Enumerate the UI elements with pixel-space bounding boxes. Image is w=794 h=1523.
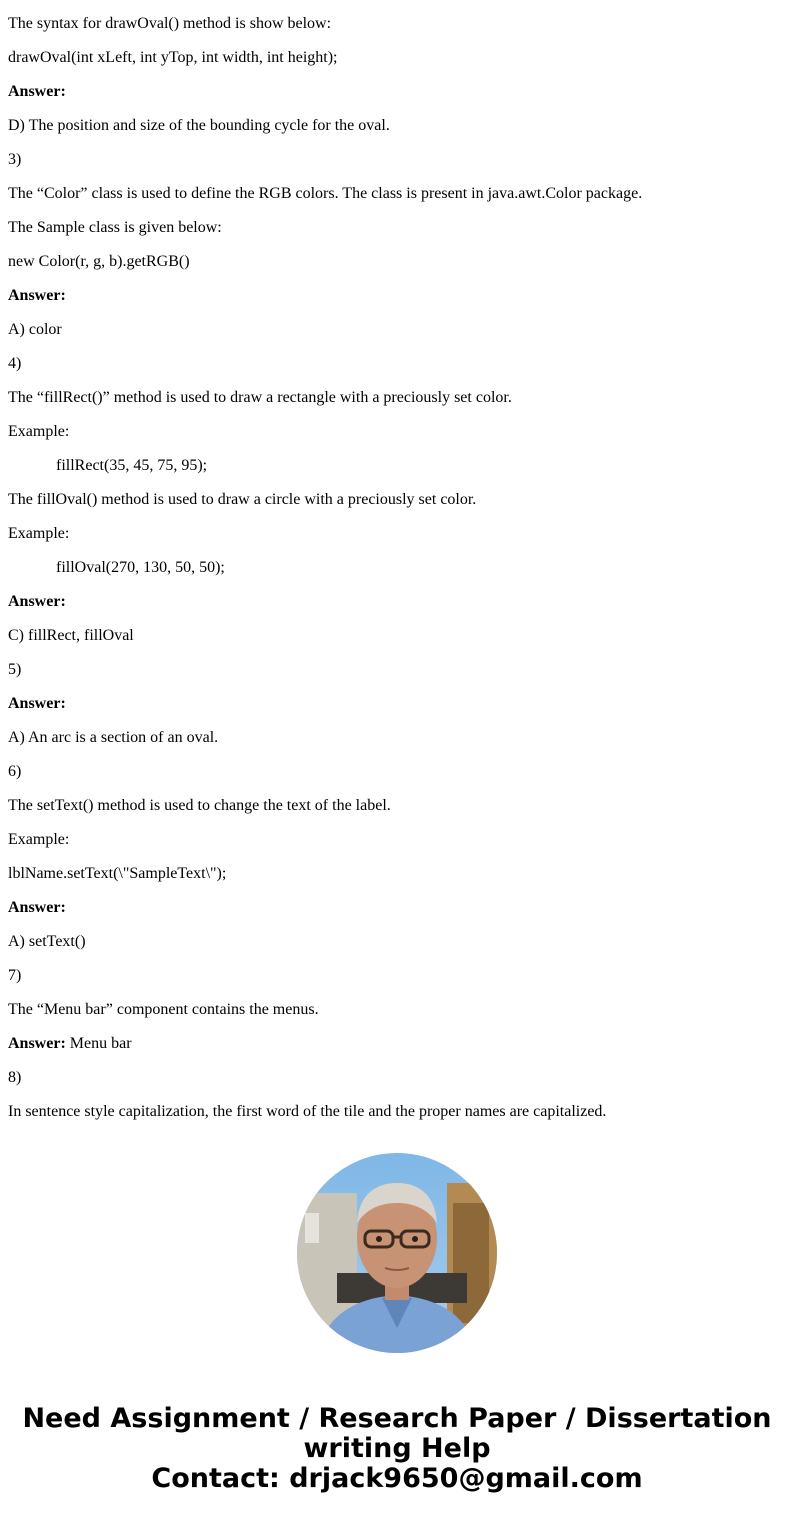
answer-line [8,1035,132,1053]
answer-label: Answer: [8,899,66,916]
text-line: The “Menu bar” component contains the menus. [8,1001,319,1018]
text-line: lblName.setText(\"SampleText\"); [8,865,227,882]
footer-line-2: writing Help [303,1433,491,1464]
text-line: new Color(r, g, b).getRGB() [8,253,190,270]
text-line: Example: [8,831,70,848]
text-line: drawOval(int xLeft, int yTop, int width, int height); [8,49,338,66]
portrait-image [297,1153,497,1353]
text-line: 7) [8,967,22,984]
text-line: 8) [8,1069,22,1086]
text-line: The fillOval() method is used to draw a circle with a preciously set color. [8,491,477,508]
answer-value: Menu bar [65,1035,132,1052]
text-line: 4) [8,355,22,372]
text-line: The Sample class is given below: [8,219,222,236]
text-line: 5) [8,661,22,678]
answer-label: Answer: [8,1035,66,1052]
code-example: fillRect(35, 45, 75, 95); [56,457,208,474]
text-line: A) setText() [8,933,86,950]
text-line: D) The position and size of the bounding cycle for the oval. [8,117,390,134]
text-line: A) color [8,321,62,338]
text-line: The “Color” class is used to define the RGB colors. The class is present in java.awt.Color package. [8,185,643,202]
text-line: 6) [8,763,22,780]
text-line: Example: [8,525,70,542]
answer-label: Answer: [8,695,66,712]
text-line: In sentence style capitalization, the first word of the tile and the proper names are capitalized. [8,1103,607,1120]
text-line: A) An arc is a section of an oval. [8,729,219,746]
footer-line-1: Need Assignment / Research Paper / Dissertation [22,1403,772,1434]
answer-label: Answer: [8,83,66,100]
person-portrait-icon [297,1153,497,1353]
code-example: fillOval(270, 130, 50, 50); [56,559,225,576]
answer-label: Answer: [8,287,66,304]
footer-banner [0,1404,794,1494]
text-line: Example: [8,423,70,440]
text-line: 3) [8,151,22,168]
answer-label: Answer: [8,593,66,610]
text-line: The “fillRect()” method is used to draw a rectangle with a preciously set color. [8,389,512,406]
footer-contact: Contact: drjack9650@gmail.com [151,1463,643,1494]
text-line: The syntax for drawOval() method is show below: [8,15,332,32]
text-line: C) fillRect, fillOval [8,627,134,644]
text-line: The setText() method is used to change the text of the label. [8,797,391,814]
